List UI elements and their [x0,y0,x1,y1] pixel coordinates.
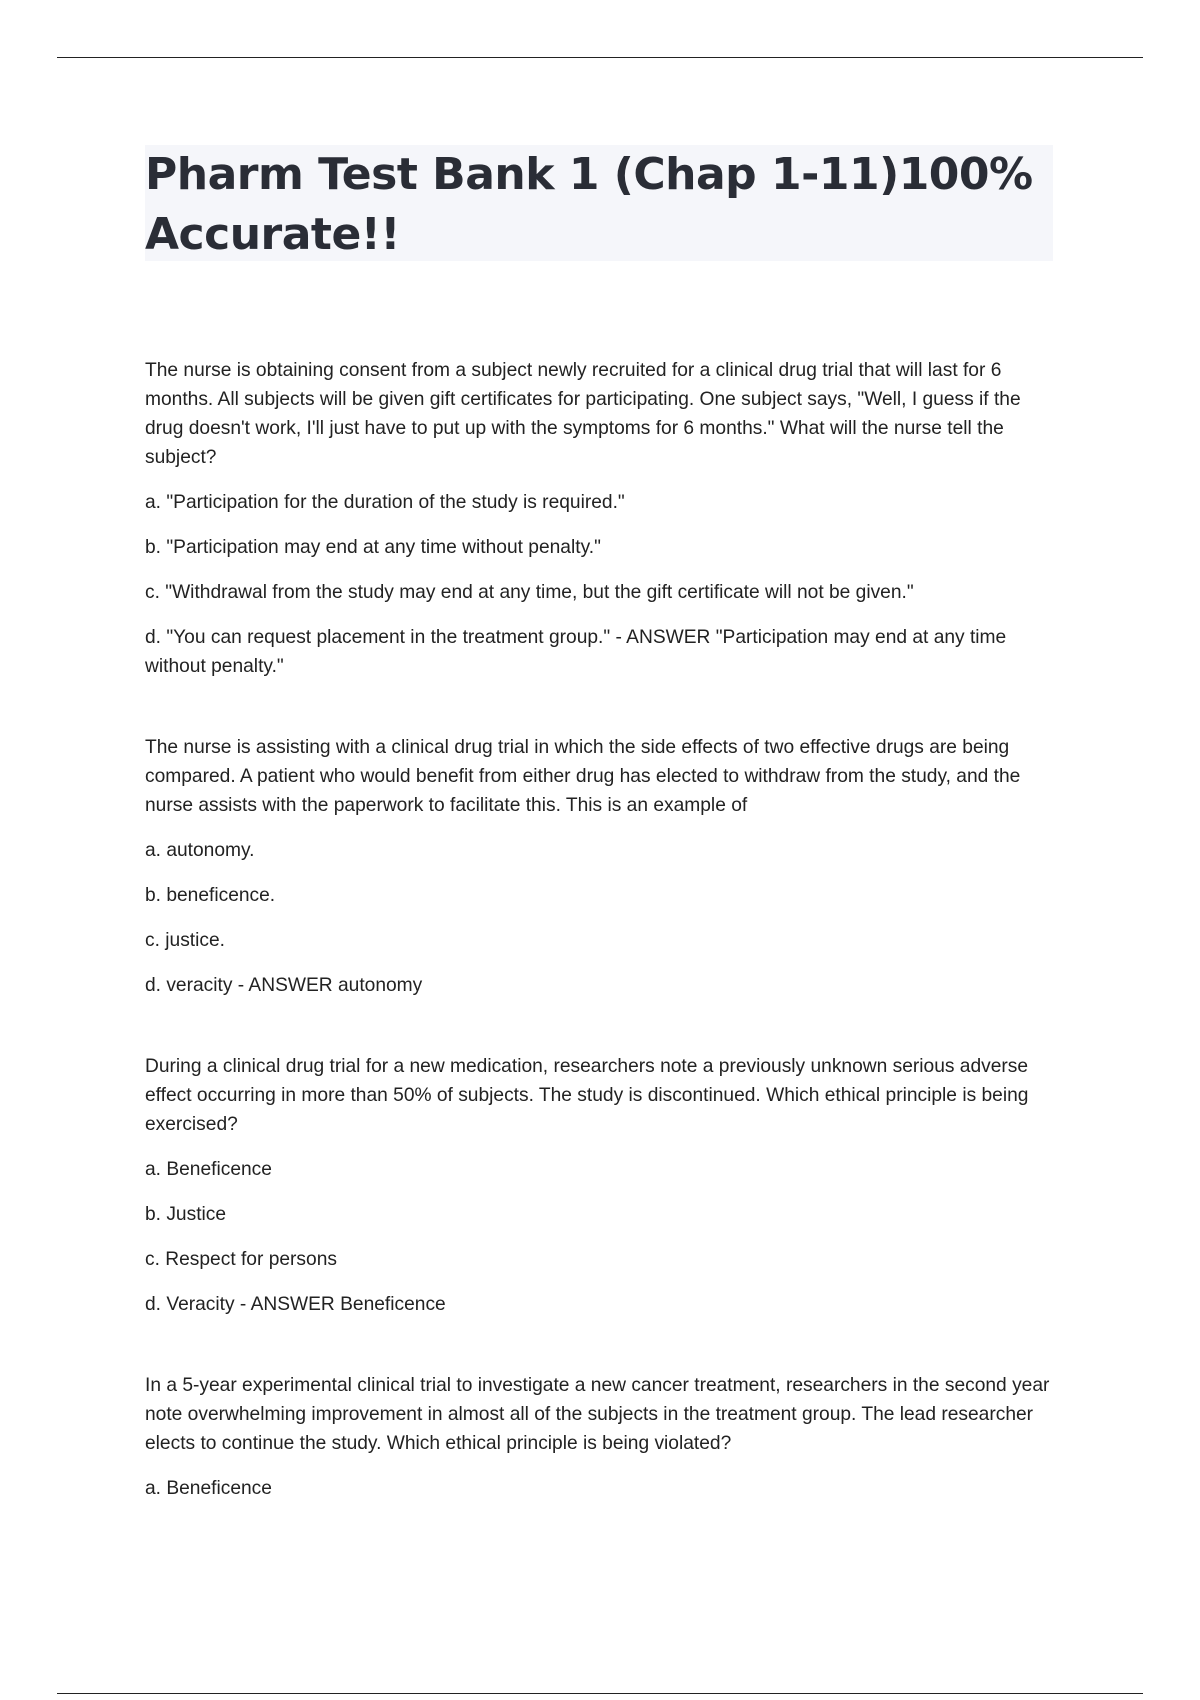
answer-option: a. Beneficence [145,1159,272,1180]
answer-option: d. veracity - ANSWER autonomy [145,975,423,996]
question-list [145,356,1060,1555]
answer-option: b. "Participation may end at any time without penalty." [145,537,601,558]
answer-option: a. autonomy. [145,840,255,861]
answer-option: a. Beneficence [145,1478,272,1499]
question-block [145,1371,1060,1503]
page-title: Pharm Test Bank 1 (Chap 1-11)100% Accurate!! [145,149,1033,260]
answer-option: d. "You can request placement in the treatment group." - ANSWER "Participation may end at any time without penalty." [145,627,1007,677]
bottom-rule [57,1693,1143,1694]
question-block [145,1052,1060,1319]
question-stem: The nurse is obtaining consent from a subject newly recruited for a clinical drug trial that will last for 6 months. All subjects will be given gift certificates for participating. One subject says, "Well, I guess if the drug doesn't work, I'll just have to put up with the symptoms for 6 months." What will the nurse tell the subject? [145,360,1021,468]
question-stem: During a clinical drug trial for a new medication, researchers note a previously unknown serious adverse effect occurring in more than 50% of subjects. The study is discontinued. Which ethical principle is being exercised? [145,1056,1029,1135]
top-rule [57,57,1143,58]
answer-option: a. "Participation for the duration of the study is required." [145,492,625,513]
answer-option: c. Respect for persons [145,1249,337,1270]
question-stem: The nurse is assisting with a clinical drug trial in which the side effects of two effective drugs are being compared. A patient who would benefit from either drug has elected to withdraw from the study, and the nurse assists with the paperwork to facilitate this. This is an example of [145,737,1021,816]
answer-option: c. "Withdrawal from the study may end at any time, but the gift certificate will not be given." [145,582,914,603]
answer-option: b. beneficence. [145,885,276,906]
answer-option: d. Veracity - ANSWER Beneficence [145,1294,446,1315]
answer-option: c. justice. [145,930,225,951]
question-block [145,733,1060,1000]
answer-option: b. Justice [145,1204,227,1225]
question-stem: In a 5-year experimental clinical trial to investigate a new cancer treatment, researchers in the second year note overwhelming improvement in almost all of the subjects in the treatment group. The lead researcher elects to continue the study. Which ethical principle is being violated? [145,1375,1050,1454]
title-box [145,145,1053,261]
question-block [145,356,1060,681]
